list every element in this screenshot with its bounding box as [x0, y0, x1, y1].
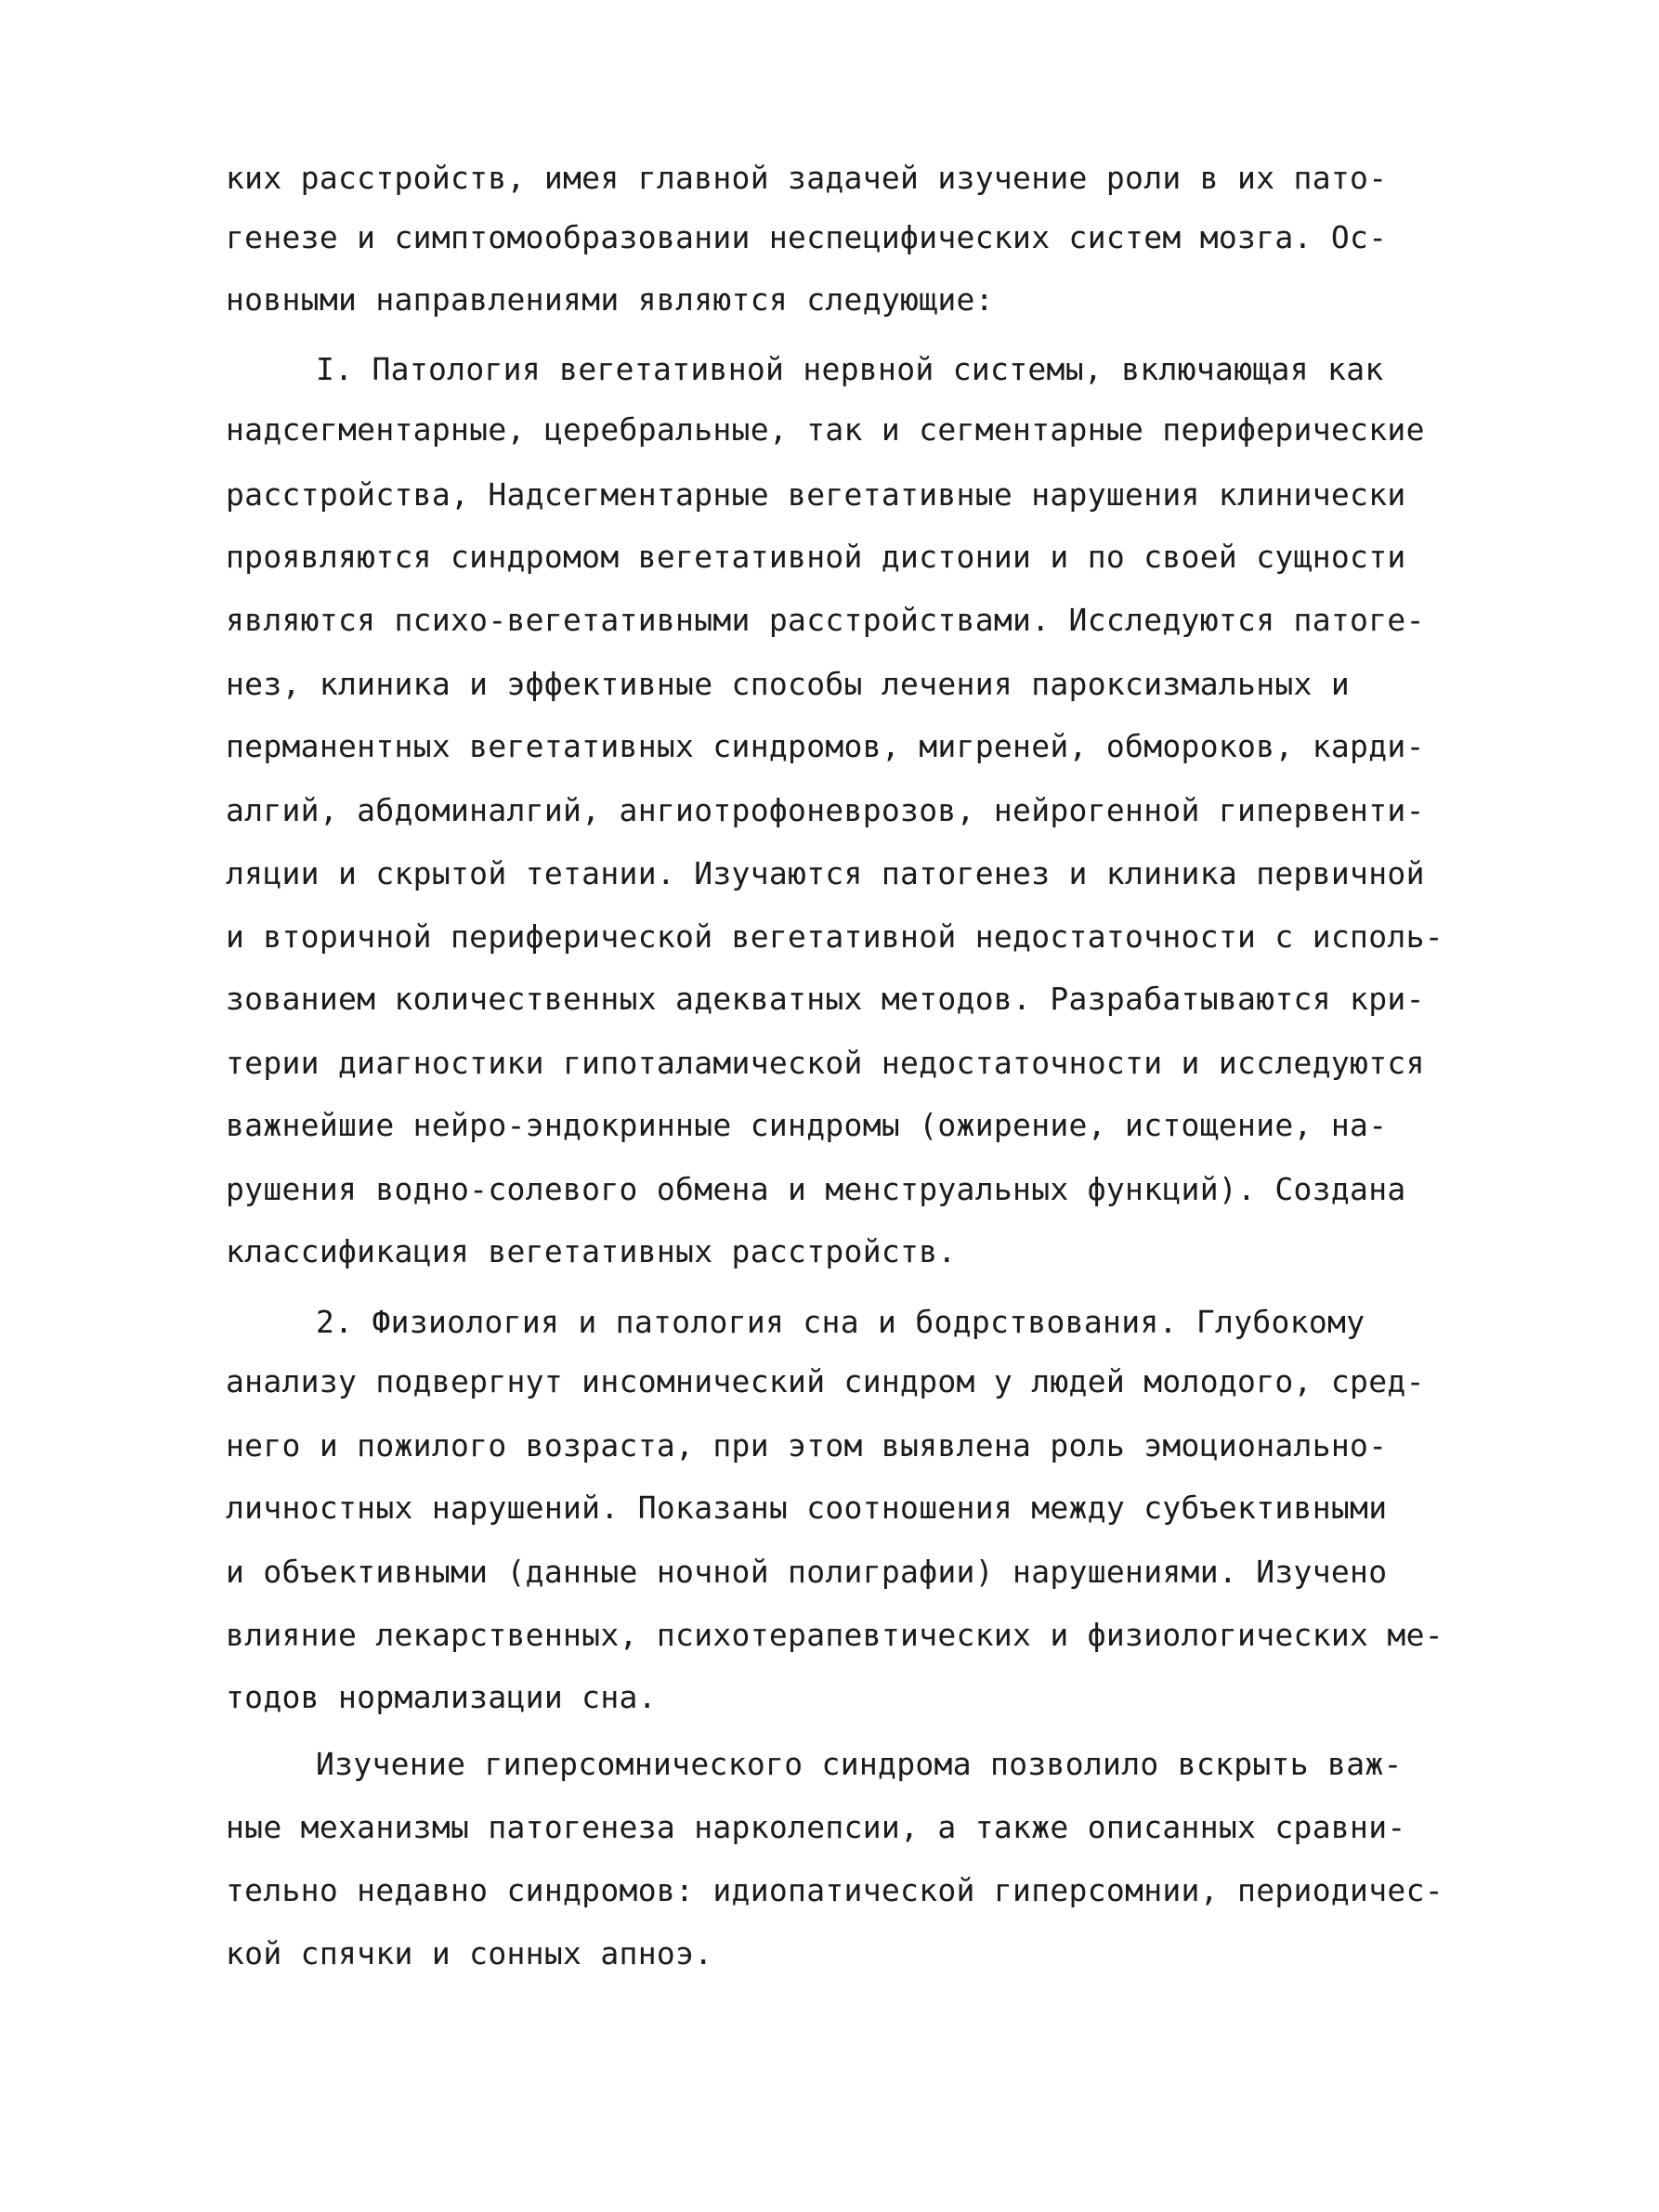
text-line: рушения водно-солевого обмена и менструальных функций). Создана — [226, 1171, 1406, 1207]
text-line: терии диагностики гипоталамической недостаточности и исследуются — [226, 1045, 1425, 1081]
text-line: зованием количественных адекватных методов. Разрабатываются кри- — [226, 981, 1425, 1017]
text-line: важнейшие нейро-эндокринные синдромы (ожирение, истощение, на- — [226, 1107, 1388, 1143]
text-line: расстройства, Надсегментарные вегетативные нарушения клинически — [226, 476, 1406, 513]
text-line: 2. Физиология и патология сна и бодрствования. Глубокому — [316, 1304, 1365, 1340]
text-line: надсегментарные, церебральные, так и сегментарные периферические — [226, 411, 1425, 448]
text-line: нез, клиника и эффективные способы лечения пароксизмальных и — [226, 666, 1351, 702]
text-line: ляции и скрытой тетании. Изучаются патогенез и клиника первичной — [226, 855, 1425, 891]
text-line: являются психо-вегетативными расстройствами. Исследуются патоге- — [226, 602, 1425, 638]
text-line: I. Патология вегетативной нервной системы, включающая как — [316, 351, 1384, 387]
text-line: генезе и симптомообразовании неспецифических систем мозга. Ос- — [226, 219, 1388, 255]
text-line: и вторичной периферической вегетативной недостаточности с исполь- — [226, 918, 1443, 955]
text-line: личностных нарушений. Показаны соотношения между субъективными — [226, 1490, 1388, 1526]
text-line: ные механизмы патогенеза нарколепсии, а также описанных сравни- — [226, 1809, 1406, 1845]
text-line: тодов нормализации сна. — [226, 1679, 657, 1715]
text-line: перманентных вегетативных синдромов, мигреней, обмороков, карди- — [226, 728, 1425, 764]
text-line: Изучение гиперсомнического синдрома позволило вскрыть важ- — [316, 1746, 1403, 1782]
text-line: алгий, абдоминалгий, ангиотрофоневрозов, нейрогенной гипервенти- — [226, 792, 1425, 828]
text-line: кой спячки и сонных апноэ. — [226, 1935, 713, 1971]
text-line: ких расстройств, имея главной задачей изучение роли в их пато- — [226, 160, 1388, 196]
text-line: и объективными (данные ночной полиграфии) нарушениями. Изучено — [226, 1554, 1388, 1590]
text-line: него и пожилого возраста, при этом выявлена роль эмоционально- — [226, 1427, 1388, 1464]
text-line: классификация вегетативных расстройств. — [226, 1233, 957, 1269]
text-line: проявляются синдромом вегетативной дистонии и по своей сущности — [226, 539, 1406, 575]
text-line: анализу подвергнут инсомнический синдром у людей молодого, сред- — [226, 1363, 1425, 1399]
text-line: тельно недавно синдромов: идиопатической гиперсомнии, периодичес- — [226, 1872, 1443, 1908]
text-line: влияние лекарственных, психотерапевтических и физиологических ме- — [226, 1617, 1443, 1653]
text-line: новными направлениями являются следующие: — [226, 281, 994, 318]
